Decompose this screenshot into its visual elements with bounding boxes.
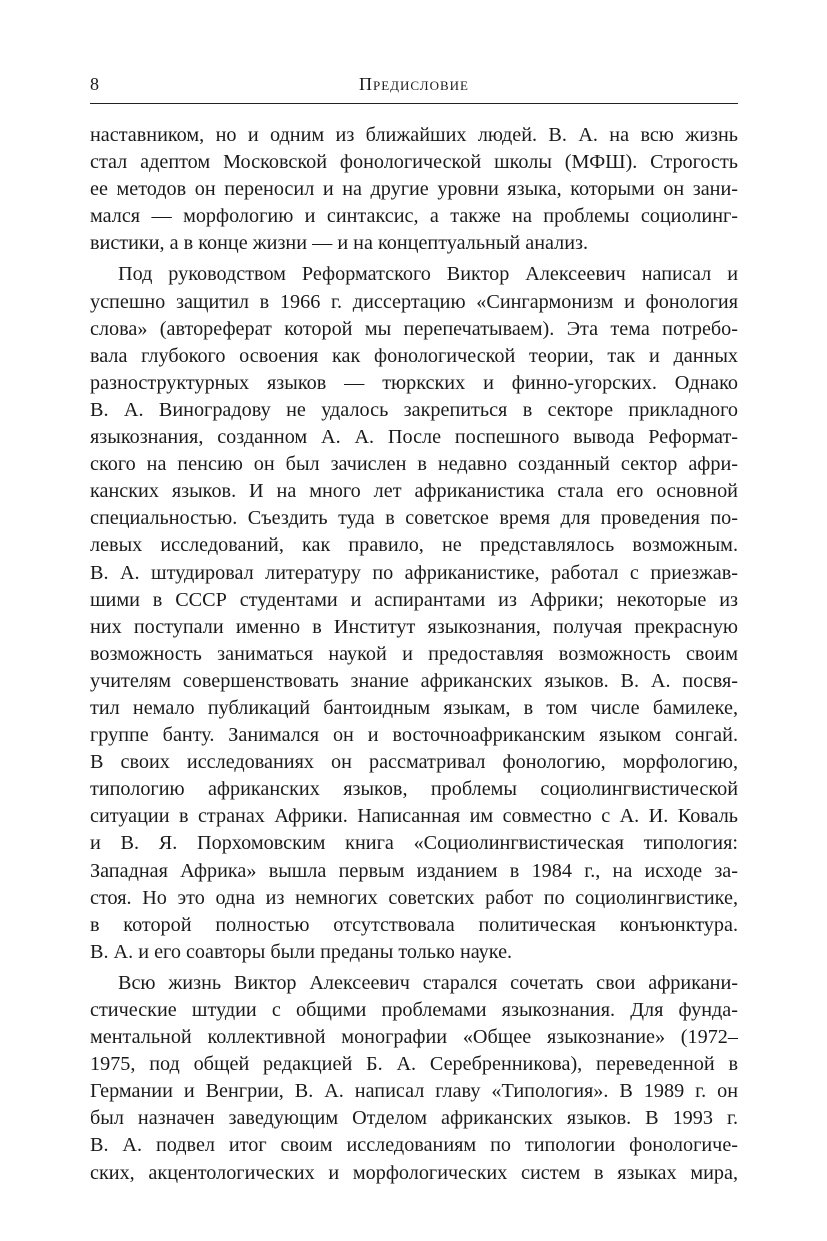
text-line: вистики, а в конце жизни — и на концептуальный анализ. (90, 232, 589, 255)
text-line: Всю жизнь Виктор Алексеевич старался сочетать свои африкани- (118, 971, 738, 994)
text-line: был назначен заведующим Отделом африканских языков. В 1993 г. (90, 1107, 738, 1130)
paragraph-3 (90, 970, 738, 1187)
text-line: типологию африканских языков, проблемы социолингвистической (90, 778, 738, 801)
paragraph-2 (90, 261, 738, 965)
text-line: В. А. штудировал литературу по африканистике, работал с приезжав- (90, 561, 738, 584)
text-line: левых исследований, как правило, не представлялось возможным. (90, 534, 738, 557)
page-number: 8 (90, 74, 99, 94)
text-line: Западная Африка» вышла первым изданием в 1984 г., на исходе за- (90, 859, 738, 882)
body-text (90, 122, 738, 1187)
text-line: языкознания, созданном А. А. После поспешного вывода Реформат- (90, 426, 738, 449)
text-line: успешно защитил в 1966 г. диссертацию «Сингармонизм и фонология (90, 290, 738, 313)
text-line: вала глубокого освоения как фонологической теории, так и данных (90, 344, 738, 367)
running-title: Предисловие (359, 74, 469, 94)
text-line: ситуации в странах Африки. Написанная им совместно с А. И. Коваль (90, 805, 738, 828)
text-line: стические штудии с общими проблемами языкознания. Для фунда- (90, 999, 738, 1021)
text-line: В. А. и его соавторы были преданы только науке. (90, 940, 513, 963)
text-line: в которой полностью отсутствовала политическая конъюнктура. (90, 913, 738, 936)
header-rule (90, 103, 738, 104)
text-line: В. А. подвел итог своим исследованиям по типологии фонологиче- (90, 1134, 738, 1157)
text-line: Под руководством Реформатского Виктор Алексеевич написал и (118, 263, 738, 286)
text-line: мался — морфологию и синтаксис, а также на проблемы социолинг- (90, 205, 738, 228)
text-line: и В. Я. Порхомовским книга «Социолингвистическая типология: (90, 832, 738, 855)
text-line: возможность заниматься наукой и предоставляя возможность своим (90, 642, 738, 665)
paragraph-1 (90, 122, 738, 257)
text-line: В. А. Виноградову не удалось закрепиться в секторе прикладного (90, 398, 738, 421)
text-line: тил немало публикаций бантоидным языкам, в том числе бамилеке, (90, 696, 738, 719)
text-line: ских, акцентологических и морфологических систем в языках мира, (90, 1161, 738, 1184)
text-line: наставником, но и одним из ближайших людей. В. А. на всю жизнь (90, 124, 738, 146)
text-line: разноструктурных языков — тюркских и финно-угорских. Однако (90, 371, 738, 394)
text-line: ее методов он переносил и на другие уровни языка, которыми он зани- (90, 178, 738, 201)
running-head (90, 72, 738, 96)
text-line: стал адептом Московской фонологической школы (МФШ). Строгость (90, 151, 738, 174)
text-line: ментальной коллективной монографии «Общее языкознание» (1972– (90, 1026, 738, 1049)
text-line: Германии и Венгрии, В. А. написал главу «Типология». В 1989 г. он (90, 1080, 738, 1103)
text-line: канских языков. И на много лет африканистика стала его основной (90, 480, 738, 503)
text-line: ского на пенсию он был зачислен в недавно созданный сектор афри- (90, 453, 738, 476)
text-line: специальностью. Съездить туда в советское время для проведения по- (90, 507, 738, 530)
text-line: них поступали именно в Институт языкознания, получая прекрасную (90, 615, 738, 638)
text-line: учителям совершенствовать знание африканских языков. В. А. посвя- (90, 669, 738, 692)
text-line: группе банту. Занимался он и восточноафриканским языком сонгай. (90, 724, 738, 747)
text-line: В своих исследованиях он рассматривал фонологию, морфологию, (90, 751, 738, 774)
text-line: шими в СССР студентами и аспирантами из Африки; некоторые из (90, 588, 738, 611)
text-line: слова» (автореферат которой мы перепечатываем). Эта тема потребо- (90, 317, 738, 340)
text-line: стоя. Но это одна из немногих советских работ по социолингвистике, (90, 886, 738, 909)
text-line: 1975, под общей редакцией Б. А. Серебренникова), переведенной в (90, 1053, 738, 1076)
